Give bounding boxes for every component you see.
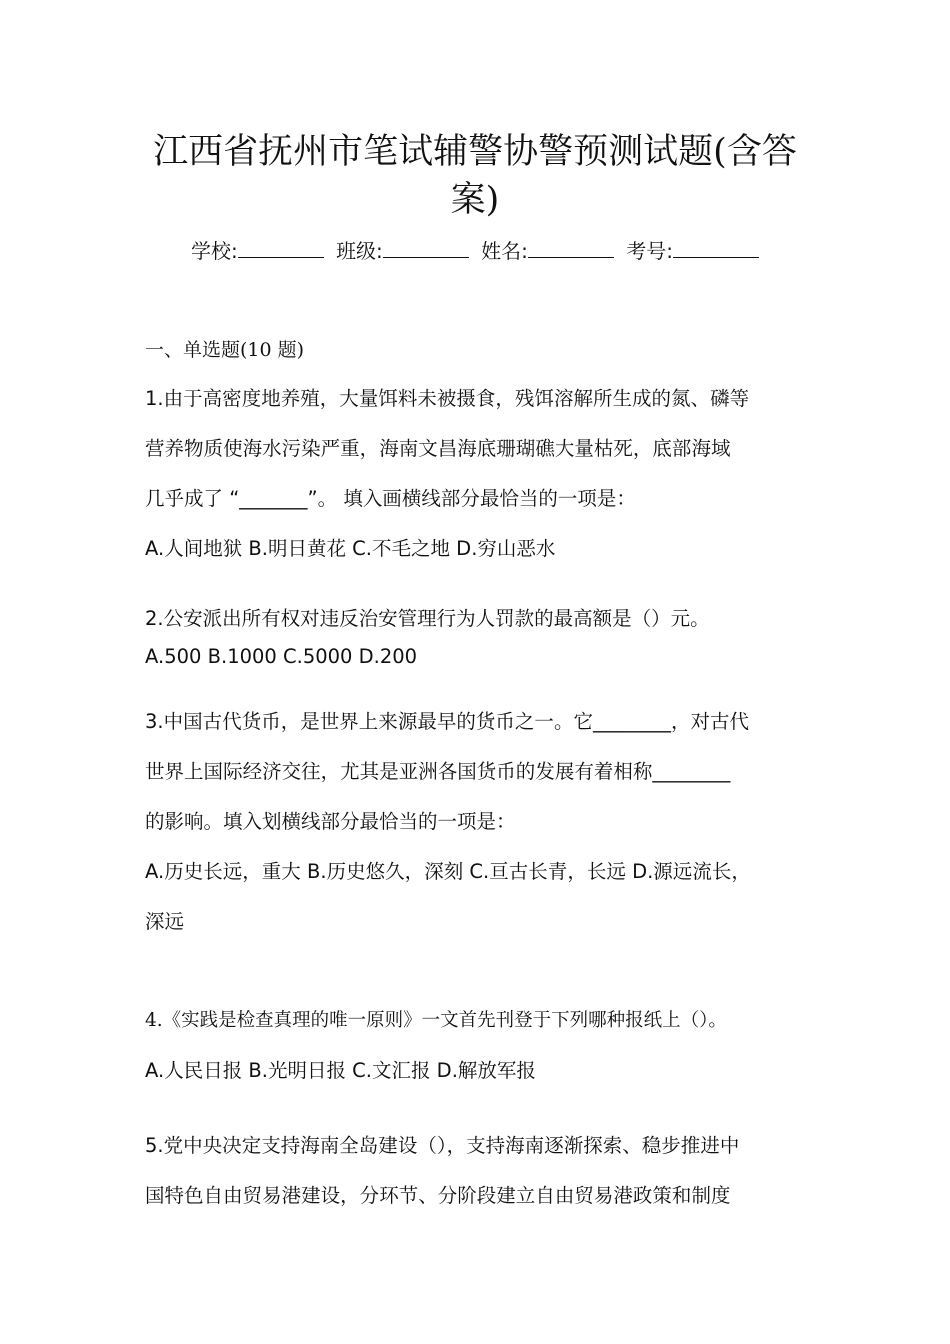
school-label: 学校:: [190, 239, 238, 263]
question-5-line-2: 国特色自由贸易港建设，分环节、分阶段建立自由贸易港政策和制度: [145, 1184, 731, 1207]
question-3-options-line-1: A.历史长远，重大 B.历史悠久，深刻 C.亘古长青，长远 D.源远流长，: [145, 860, 751, 883]
question-3-line-2: 世界上国际经济交往，尤其是亚洲各国货币的发展有着相称________: [145, 760, 731, 783]
exam-number-blank: [673, 239, 759, 258]
question-3-options-line-2: 深远: [145, 910, 185, 933]
question-5: [145, 1121, 809, 1221]
question-4-options: A.人民日报 B.光明日报 C.文汇报 D.解放军报: [145, 1059, 536, 1082]
exam-number-field: [626, 239, 759, 263]
question-1-line-2: 营养物质使海水污染严重，海南文昌海底珊瑚礁大量枯死，底部海域: [145, 437, 731, 460]
exam-number-label: 考号:: [626, 239, 674, 263]
question-2-options: A.500 B.1000 C.5000 D.200: [145, 645, 418, 668]
document-title: [120, 128, 830, 224]
name-field: [481, 239, 614, 263]
class-field: [336, 239, 469, 263]
title-line-2: 案): [450, 180, 500, 220]
question-1-line-1: 1.由于高密度地养殖，大量饵料未被摄食，残饵溶解所生成的氮、磷等: [145, 387, 750, 410]
question-3: [145, 697, 809, 947]
question-3-line-3: 的影响。填入划横线部分最恰当的一项是：: [145, 810, 516, 833]
question-3-line-1: 3.中国古代货币，是世界上来源最早的货币之一。它________，对古代: [145, 710, 750, 733]
question-1-options: A.人间地狱 B.明日黄花 C.不毛之地 D.穷山恶水: [145, 537, 556, 560]
question-2: [145, 600, 809, 676]
school-field: [191, 239, 324, 263]
question-5-line-1: 5.党中央决定支持海南全岛建设（），支持海南逐渐探索、稳步推进中: [145, 1134, 740, 1157]
question-4-line-1: 4.《实践是检查真理的唯一原则》一文首先刊登于下列哪种报纸上（）。: [145, 1010, 727, 1031]
question-4: [145, 996, 809, 1096]
question-2-line-1: 2.公安派出所有权对违反治安管理行为人罚款的最高额是（）元。: [145, 607, 710, 630]
class-label: 班级:: [336, 239, 383, 263]
name-label: 姓名:: [481, 239, 528, 263]
title-line-1: 江西省抚州市笔试辅警协警预测试题(含答: [153, 132, 797, 172]
section-heading: 一、单选题(10 题): [145, 339, 305, 361]
class-blank: [383, 239, 469, 258]
question-1: [145, 374, 809, 574]
question-1-line-3: 几乎成了 “_______”。 填入画横线部分最恰当的一项是：: [145, 487, 636, 510]
student-info-line: [0, 237, 950, 265]
school-blank: [238, 239, 324, 258]
name-blank: [528, 239, 614, 258]
